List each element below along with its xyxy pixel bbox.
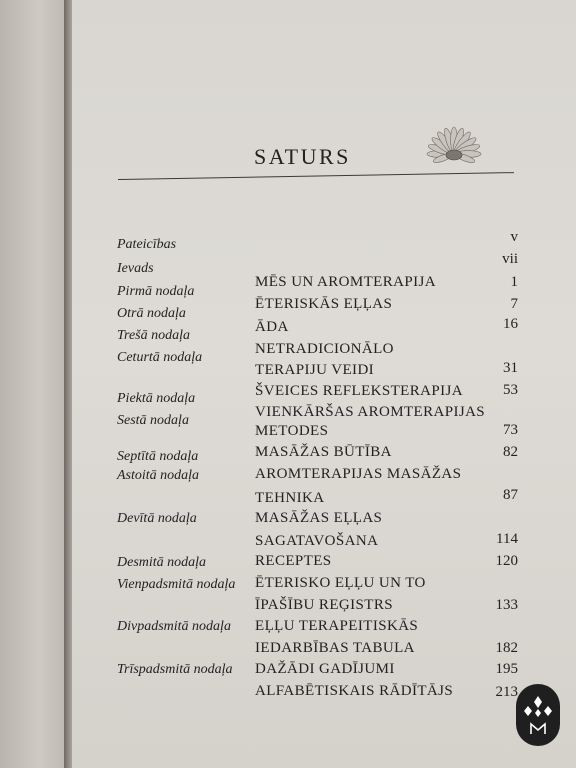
- logo-badge-icon: [516, 684, 560, 746]
- toc-chapter-label: Otrā nodaļa: [117, 306, 186, 321]
- toc-chapter-label: Pateicības: [117, 237, 177, 252]
- flower-icon: [404, 126, 498, 180]
- toc-chapter-label: Pirmā nodaļa: [117, 284, 195, 299]
- page-title: SATURS: [254, 144, 351, 169]
- toc-chapter-label: Desmitā nodaļa: [117, 555, 207, 570]
- toc-chapter-label: Ceturtā nodaļa: [117, 350, 203, 365]
- toc-entry-title: DAŽĀDI GADĪJUMI: [255, 661, 395, 677]
- toc-chapter-label: Sestā nodaļa: [117, 413, 189, 428]
- toc-entry-title: EĻĻU TERAPEITISKĀS: [255, 618, 419, 634]
- toc-entry-title: ŠVEICES REFLEKSTERAPIJA: [255, 383, 463, 399]
- toc-page-number: 82: [503, 444, 518, 460]
- toc-entry-title: MASĀŽAS EĻĻAS: [255, 510, 383, 526]
- toc-entry-title: ĒTERISKO EĻĻU UN TO: [255, 575, 426, 591]
- toc-entry-title: TERAPIJU VEIDI: [255, 362, 375, 378]
- toc-chapter-label: Devītā nodaļa: [117, 511, 197, 526]
- toc-page-number: 16: [503, 316, 518, 332]
- toc-entry-title: IEDARBĪBAS TABULA: [255, 640, 415, 656]
- toc-chapter-label: Trīspadsmitā nodaļa: [117, 662, 233, 677]
- toc-entry-title: ĀDA: [255, 319, 289, 335]
- toc-page-number: vii: [502, 251, 518, 267]
- left-page: [0, 0, 66, 768]
- toc-page-number: 1: [510, 274, 518, 290]
- toc-entry-title: VIENKĀRŠAS AROMTERAPIJAS: [255, 404, 486, 420]
- toc-page-number: 53: [503, 382, 518, 398]
- toc-entry-title: ĒTERISKĀS EĻĻAS: [255, 296, 393, 312]
- toc-chapter-label: Trešā nodaļa: [117, 328, 190, 343]
- toc-chapter-label: Septītā nodaļa: [117, 449, 199, 464]
- toc-page-number: 182: [495, 640, 518, 656]
- toc-entry-title: TEHNIKA: [255, 490, 325, 506]
- toc-entry-title: MASĀŽAS BŪTĪBA: [255, 444, 392, 460]
- toc-page-number: 31: [503, 360, 518, 376]
- toc-chapter-label: Astoitā nodaļa: [117, 468, 200, 483]
- toc-entry-title: MĒS UN AROMTERAPIJA: [255, 274, 436, 290]
- toc-page-number: 73: [503, 422, 518, 438]
- toc-entry-title: RECEPTES: [255, 553, 332, 569]
- toc-page-number: 114: [496, 531, 518, 547]
- toc-page-number: v: [510, 229, 518, 245]
- toc-page-number: 195: [495, 661, 518, 677]
- toc-entry-title: ĪPAŠĪBU REĢISTRS: [255, 597, 393, 613]
- toc-chapter-label: Piektā nodaļa: [117, 391, 196, 406]
- toc-page-number: 120: [495, 553, 518, 569]
- toc-page-number: 87: [503, 487, 518, 503]
- toc-chapter-label: Ievads: [117, 261, 154, 276]
- toc-entry-title: NETRADICIONĀLO: [255, 341, 394, 357]
- toc-entry-title: ALFABĒTISKAIS RĀDĪTĀJS: [255, 683, 454, 699]
- toc-page-number: 133: [495, 597, 518, 613]
- toc-chapter-label: Vienpadsmitā nodaļa: [117, 577, 236, 592]
- toc-entry-title: SAGATAVOŠANA: [255, 533, 379, 549]
- toc-entry-title: AROMTERAPIJAS MASĀŽAS: [255, 466, 462, 482]
- toc-chapter-label: Divpadsmitā nodaļa: [117, 619, 231, 634]
- logo-mark-icon: [516, 684, 560, 746]
- toc-page-number: 213: [495, 684, 518, 700]
- toc-entry-title: METODES: [255, 423, 329, 439]
- toc-page-number: 7: [510, 296, 518, 312]
